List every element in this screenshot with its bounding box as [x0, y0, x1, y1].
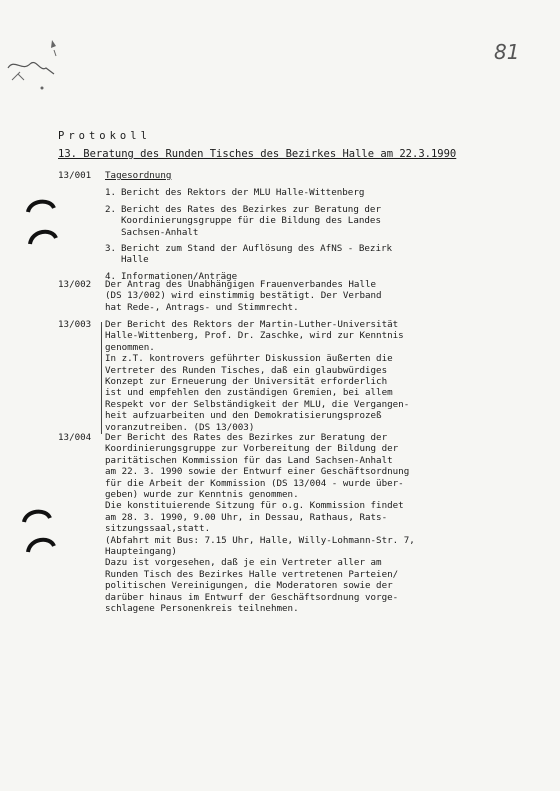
punch-hole-icon	[26, 196, 56, 216]
handwritten-mark-icon	[0, 28, 80, 98]
document-subtitle: 13. Beratung des Runden Tisches des Bezirkes Halle am 22.3.1990	[58, 148, 457, 160]
page-number: 81	[494, 40, 520, 64]
agenda-item: 3. Bericht zum Stand der Auflösung des AfNS - Bezirk Halle	[105, 243, 393, 266]
item-code: 13/004	[58, 432, 92, 443]
agenda-heading: Tagesordnung	[105, 170, 172, 181]
punch-hole-icon	[28, 226, 58, 248]
item-code: 13/002	[58, 279, 92, 290]
agenda-list	[105, 187, 475, 282]
document-title: Protokoll	[58, 130, 151, 142]
item-body: Der Bericht des Rektors der Martin-Luther-Universität Halle-Wittenberg, Prof. Dr. Zaschke, wird zur Kenntnis genommen. In z.T. kontrovers geführter Diskussion äußerten die Vertreter des Runden Tisches, daß ein glaubwürdiges Konzept zur Erneuerung der Universität erforderlich ist und empfehlen den zuständigen Gremien, bei allem Respekt vor der Selbständigkeit der MLU, die Vergangen- heit aufzuarbeiten und den Demokratisierungsprozeß voranzutreiben. (DS 13/003)	[105, 319, 410, 433]
item-body: Der Antrag des Unabhängigen Frauenverbandes Halle (DS 13/002) wird einstimmig bestätigt. Der Verband hat Rede-, Antrags- und Stimmrecht.	[105, 279, 382, 313]
agenda-item: 2. Bericht des Rates des Bezirkes zur Beratung der Koordinierungsgruppe für die Bildung des Landes Sachsen-Anhalt	[105, 203, 381, 238]
item-body	[105, 170, 475, 287]
item-code: 13/001	[58, 170, 92, 181]
item-code: 13/003	[58, 319, 92, 330]
punch-hole-icon	[26, 534, 56, 556]
punch-hole-icon	[22, 506, 52, 526]
agenda-item: 1. Bericht des Rektors der MLU Halle-Wittenberg	[105, 187, 365, 199]
item-body: Der Bericht des Rates des Bezirkes zur Beratung der Koordinierungsgruppe zur Vorbereitung der Bildung der paritätischen Kommission für das Land Sachsen-Anhalt am 22. 3. 1990 sowie der Entwurf einer Geschäftsordnung für die Arbeit der Kommission (DS 13/004 - wurde über- geben) wurde zur Kenntnis genommen. Die konstituierende Sitzung für o.g. Kommission findet am 28. 3. 1990, 9.00 Uhr, in Dessau, Rathaus, Rats- sitzungssaal,statt. (Abfahrt mit Bus: 7.15 Uhr, Halle, Willy-Lohmann-Str. 7, Haupteingang) Dazu ist vorgesehen, daß je ein Vertreter aller am Runden Tisch des Bezirkes Halle vertretenen Parteien/ politischen Vereinigungen, die Moderatoren sowie der darüber hinaus im Entwurf der Geschäftsordnung vorge- schlagene Personenkreis teilnehmen.	[105, 432, 415, 615]
margin-mark	[101, 322, 102, 434]
agenda-item: 4. Informationen/Anträge	[105, 270, 238, 282]
